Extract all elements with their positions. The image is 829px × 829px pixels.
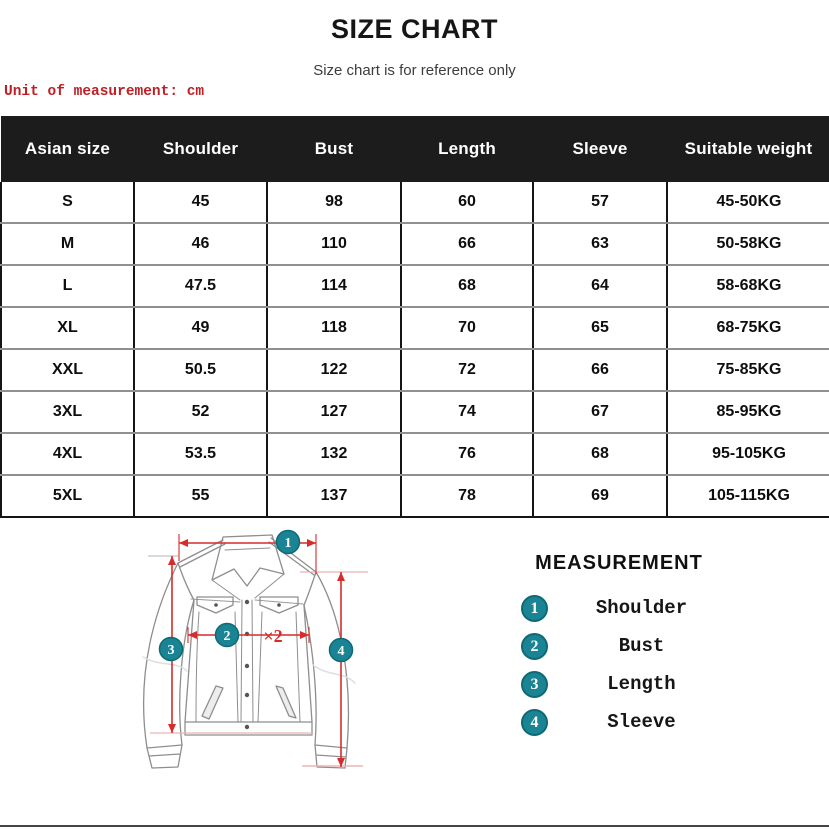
size-label-cell: XXL — [1, 349, 134, 391]
value-cell: 49 — [134, 307, 267, 349]
bust-dimension-line — [188, 627, 309, 643]
marker-2-bust — [216, 624, 239, 647]
value-cell: 78 — [401, 475, 533, 517]
value-cell: 127 — [267, 391, 401, 433]
value-cell: 69 — [533, 475, 667, 517]
value-cell: 57 — [533, 182, 667, 223]
value-cell: 46 — [134, 223, 267, 265]
value-cell: 68 — [401, 265, 533, 307]
value-cell: 55 — [134, 475, 267, 517]
table-header-row — [1, 116, 829, 182]
size-label-cell: L — [1, 265, 134, 307]
svg-text:3: 3 — [167, 643, 175, 658]
size-table — [0, 116, 829, 518]
value-cell: 76 — [401, 433, 533, 475]
value-cell: 47.5 — [134, 265, 267, 307]
marker-3-length — [160, 638, 183, 661]
col-header-bust: Bust — [267, 116, 401, 182]
table-row — [1, 223, 829, 265]
col-header-suitable-weight: Suitable weight — [667, 116, 829, 182]
svg-text:2: 2 — [223, 629, 231, 644]
legend-badge-2: 2 — [521, 633, 548, 660]
legend-label-length: Length — [607, 673, 676, 695]
value-cell: 66 — [533, 349, 667, 391]
value-cell: 95-105KG — [667, 433, 829, 475]
jacket-measurement-diagram — [85, 505, 395, 805]
size-label-cell: M — [1, 223, 134, 265]
value-cell: 114 — [267, 265, 401, 307]
value-cell: 132 — [267, 433, 401, 475]
legend-badge-3: 3 — [521, 671, 548, 698]
value-cell: 63 — [533, 223, 667, 265]
value-cell: 45 — [134, 182, 267, 223]
bust-multiplier-note: ×2 — [263, 626, 283, 646]
value-cell: 68-75KG — [667, 307, 829, 349]
value-cell: 58-68KG — [667, 265, 829, 307]
svg-text:4: 4 — [337, 644, 345, 659]
value-cell: 50-58KG — [667, 223, 829, 265]
table-row — [1, 182, 829, 223]
value-cell: 85-95KG — [667, 391, 829, 433]
col-header-sleeve: Sleeve — [533, 116, 667, 182]
value-cell: 67 — [533, 391, 667, 433]
table-row — [1, 391, 829, 433]
legend-title: MEASUREMENT — [535, 552, 703, 574]
legend-item-shoulder — [503, 589, 735, 627]
value-cell: 137 — [267, 475, 401, 517]
size-label-cell: 4XL — [1, 433, 134, 475]
table-row — [1, 349, 829, 391]
page-subtitle: Size chart is for reference only — [313, 62, 516, 79]
legend-badge-1: 1 — [521, 595, 548, 622]
legend-label-shoulder: Shoulder — [595, 597, 688, 619]
value-cell: 70 — [401, 307, 533, 349]
value-cell: 98 — [267, 182, 401, 223]
page-title: SIZE CHART — [331, 14, 498, 44]
col-header-length: Length — [401, 116, 533, 182]
button-dots — [214, 600, 281, 729]
size-table-body — [1, 182, 829, 517]
size-label-cell: XL — [1, 307, 134, 349]
value-cell: 45-50KG — [667, 182, 829, 223]
value-cell: 105-115KG — [667, 475, 829, 517]
size-table-container — [0, 116, 829, 518]
bottom-edge-line — [0, 825, 829, 827]
value-cell: 64 — [533, 265, 667, 307]
col-header-asian-size: Asian size — [1, 116, 134, 182]
marker-1-shoulder — [277, 531, 300, 554]
legend-item-length — [503, 665, 735, 703]
table-row — [1, 433, 829, 475]
legend-label-sleeve: Sleeve — [607, 711, 676, 733]
value-cell: 50.5 — [134, 349, 267, 391]
legend-label-bust: Bust — [618, 635, 665, 657]
value-cell: 110 — [267, 223, 401, 265]
size-label-cell: S — [1, 182, 134, 223]
value-cell: 118 — [267, 307, 401, 349]
size-label-cell: 3XL — [1, 391, 134, 433]
dimension-lines — [168, 534, 345, 767]
value-cell: 74 — [401, 391, 533, 433]
value-cell: 66 — [401, 223, 533, 265]
legend-item-sleeve — [503, 703, 735, 741]
legend-item-bust — [503, 627, 735, 665]
value-cell: 53.5 — [134, 433, 267, 475]
marker-4-sleeve — [330, 639, 353, 662]
value-cell: 72 — [401, 349, 533, 391]
value-cell: 65 — [533, 307, 667, 349]
unit-of-measurement-note: Unit of measurement: cm — [4, 84, 205, 100]
svg-text:1: 1 — [284, 536, 292, 551]
value-cell: 75-85KG — [667, 349, 829, 391]
legend-badge-4: 4 — [521, 709, 548, 736]
table-row — [1, 265, 829, 307]
sleeve-dimension-line — [337, 572, 345, 767]
table-row — [1, 307, 829, 349]
value-cell: 52 — [134, 391, 267, 433]
value-cell: 122 — [267, 349, 401, 391]
value-cell: 68 — [533, 433, 667, 475]
size-label-cell: 5XL — [1, 475, 134, 517]
col-header-shoulder: Shoulder — [134, 116, 267, 182]
value-cell: 60 — [401, 182, 533, 223]
measurement-legend — [503, 552, 735, 741]
